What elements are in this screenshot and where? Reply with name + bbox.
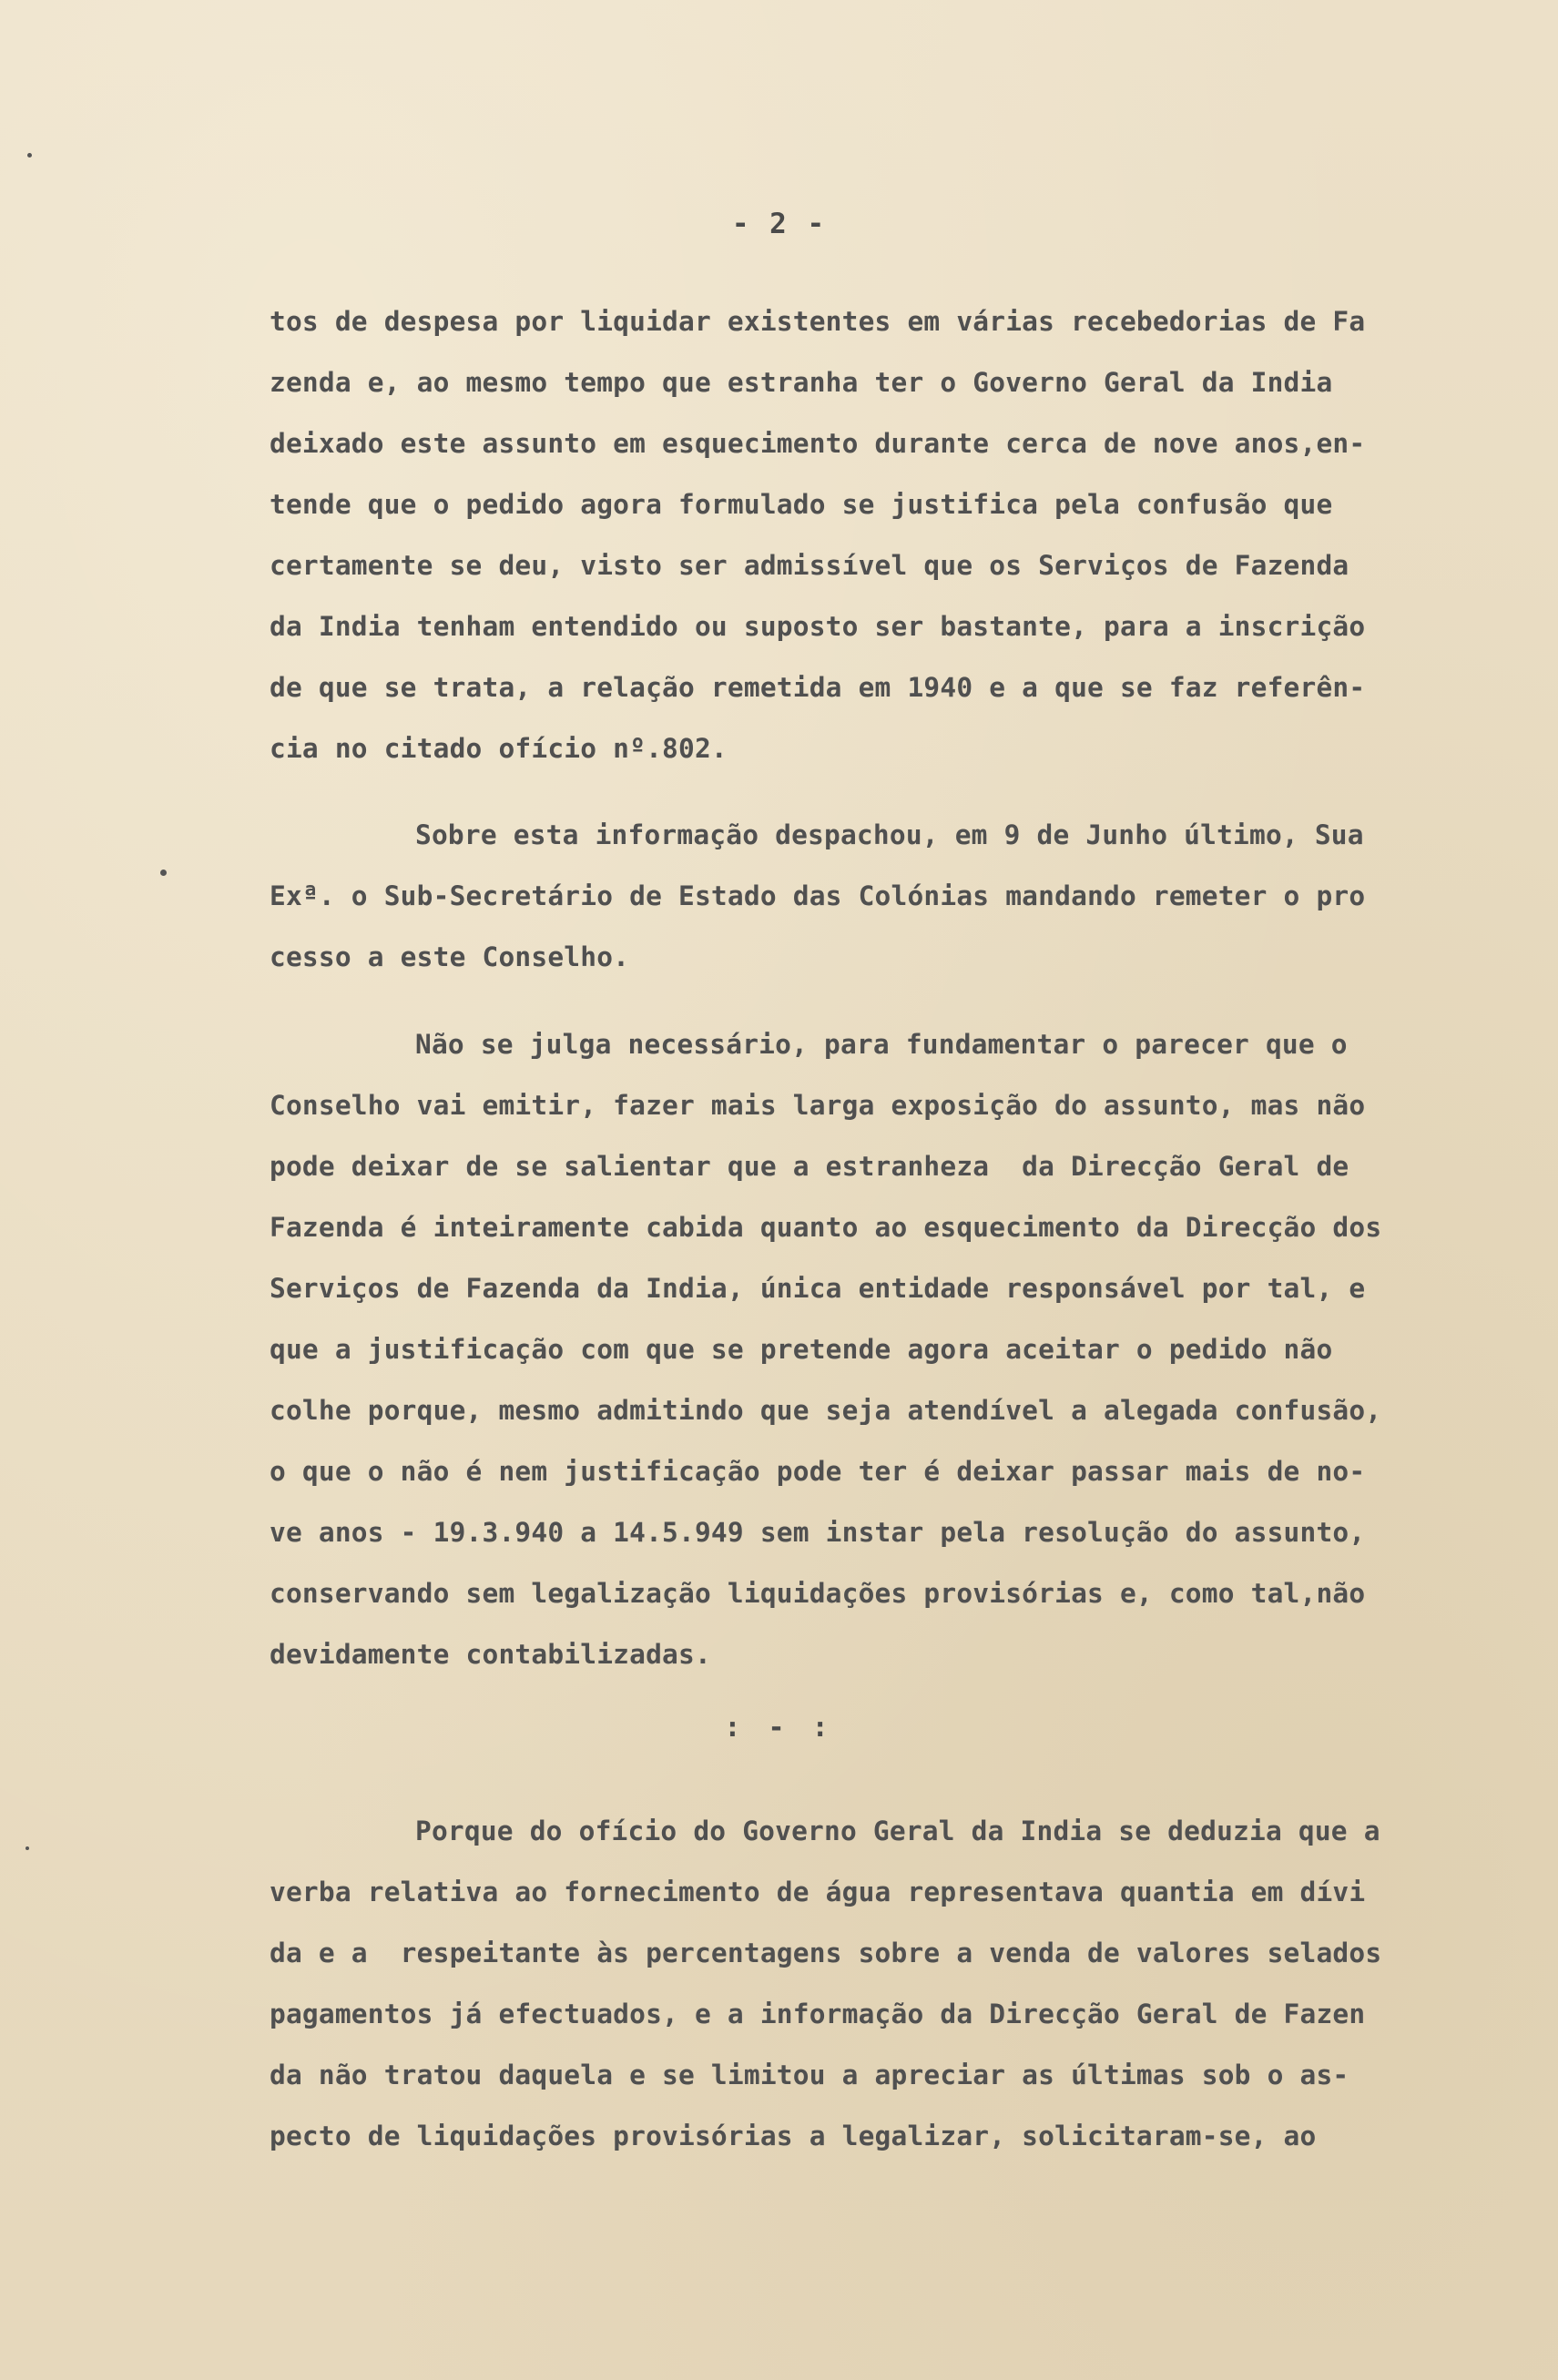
text-line: pagamentos já efectuados, e a informação da Direcção Geral de Fazen [270, 1999, 1366, 2029]
text-line: cia no citado ofício nº.802. [270, 733, 728, 764]
text-line: certamente se deu, visto ser admissível que os Serviços de Fazenda [270, 550, 1349, 581]
text-line: Conselho vai emitir, fazer mais larga exposição do assunto, mas não [270, 1090, 1366, 1121]
paragraph-2 [270, 805, 1490, 988]
text-line: Exª. o Sub-Secretário de Estado das Colónias mandando remeter o pro [270, 880, 1366, 911]
paper-speck [27, 153, 32, 158]
text-line: conservando sem legalização liquidações provisórias e, como tal,não [270, 1578, 1366, 1609]
text-line: Fazenda é inteiramente cabida quanto ao esquecimento da Direcção dos [270, 1212, 1382, 1243]
text-line: zenda e, ao mesmo tempo que estranha ter o Governo Geral da India [270, 367, 1333, 398]
text-line: deixado este assunto em esquecimento durante cerca de nove anos,en- [270, 428, 1366, 459]
text-line: da India tenham entendido ou suposto ser bastante, para a inscrição [270, 611, 1366, 642]
page-number: - 2 - [731, 208, 827, 240]
text-line: cesso a este Conselho. [270, 941, 630, 972]
text-line: o que o não é nem justificação pode ter é deixar passar mais de no- [270, 1456, 1366, 1487]
text-line: tos de despesa por liquidar existentes em várias recebedorias de Fa [270, 306, 1366, 337]
paragraph-1 [270, 291, 1490, 779]
text-line: pode deixar de se salientar que a estranheza da Direcção Geral de [270, 1151, 1349, 1182]
text-line: pecto de liquidações provisórias a legalizar, solicitaram-se, ao [270, 2121, 1317, 2151]
paragraph-3 [270, 1014, 1490, 1685]
text-line: da e a respeitante às percentagens sobre a venda de valores selados [270, 1938, 1382, 1968]
paper-speck [25, 1846, 29, 1850]
text-line: tende que o pedido agora formulado se justifica pela confusão que [270, 489, 1333, 520]
text-line: devidamente contabilizadas. [270, 1639, 711, 1670]
text-line: Porque do ofício do Governo Geral da India se deduzia que a [415, 1816, 1380, 1846]
text-line: ve anos - 19.3.940 a 14.5.949 sem instar pela resolução do assunto, [270, 1517, 1366, 1548]
text-line: Serviços de Fazenda da India, única entidade responsável por tal, e [270, 1273, 1366, 1304]
text-line: verba relativa ao fornecimento de água representava quantia em dívi [270, 1877, 1366, 1907]
text-line: Sobre esta informação despachou, em 9 de Junho último, Sua [415, 819, 1364, 850]
section-separator: : - : [724, 1712, 834, 1744]
paper-speck [160, 870, 167, 876]
text-line: Não se julga necessário, para fundamentar o parecer que o [415, 1029, 1348, 1060]
text-line: que a justificação com que se pretende agora aceitar o pedido não [270, 1334, 1333, 1365]
text-line: colhe porque, mesmo admitindo que seja atendível a alegada confusão, [270, 1395, 1382, 1426]
text-line: de que se trata, a relação remetida em 1940 e a que se faz referên- [270, 672, 1366, 703]
text-line: da não tratou daquela e se limitou a apreciar as últimas sob o as- [270, 2060, 1349, 2090]
paragraph-4 [270, 1801, 1490, 2167]
